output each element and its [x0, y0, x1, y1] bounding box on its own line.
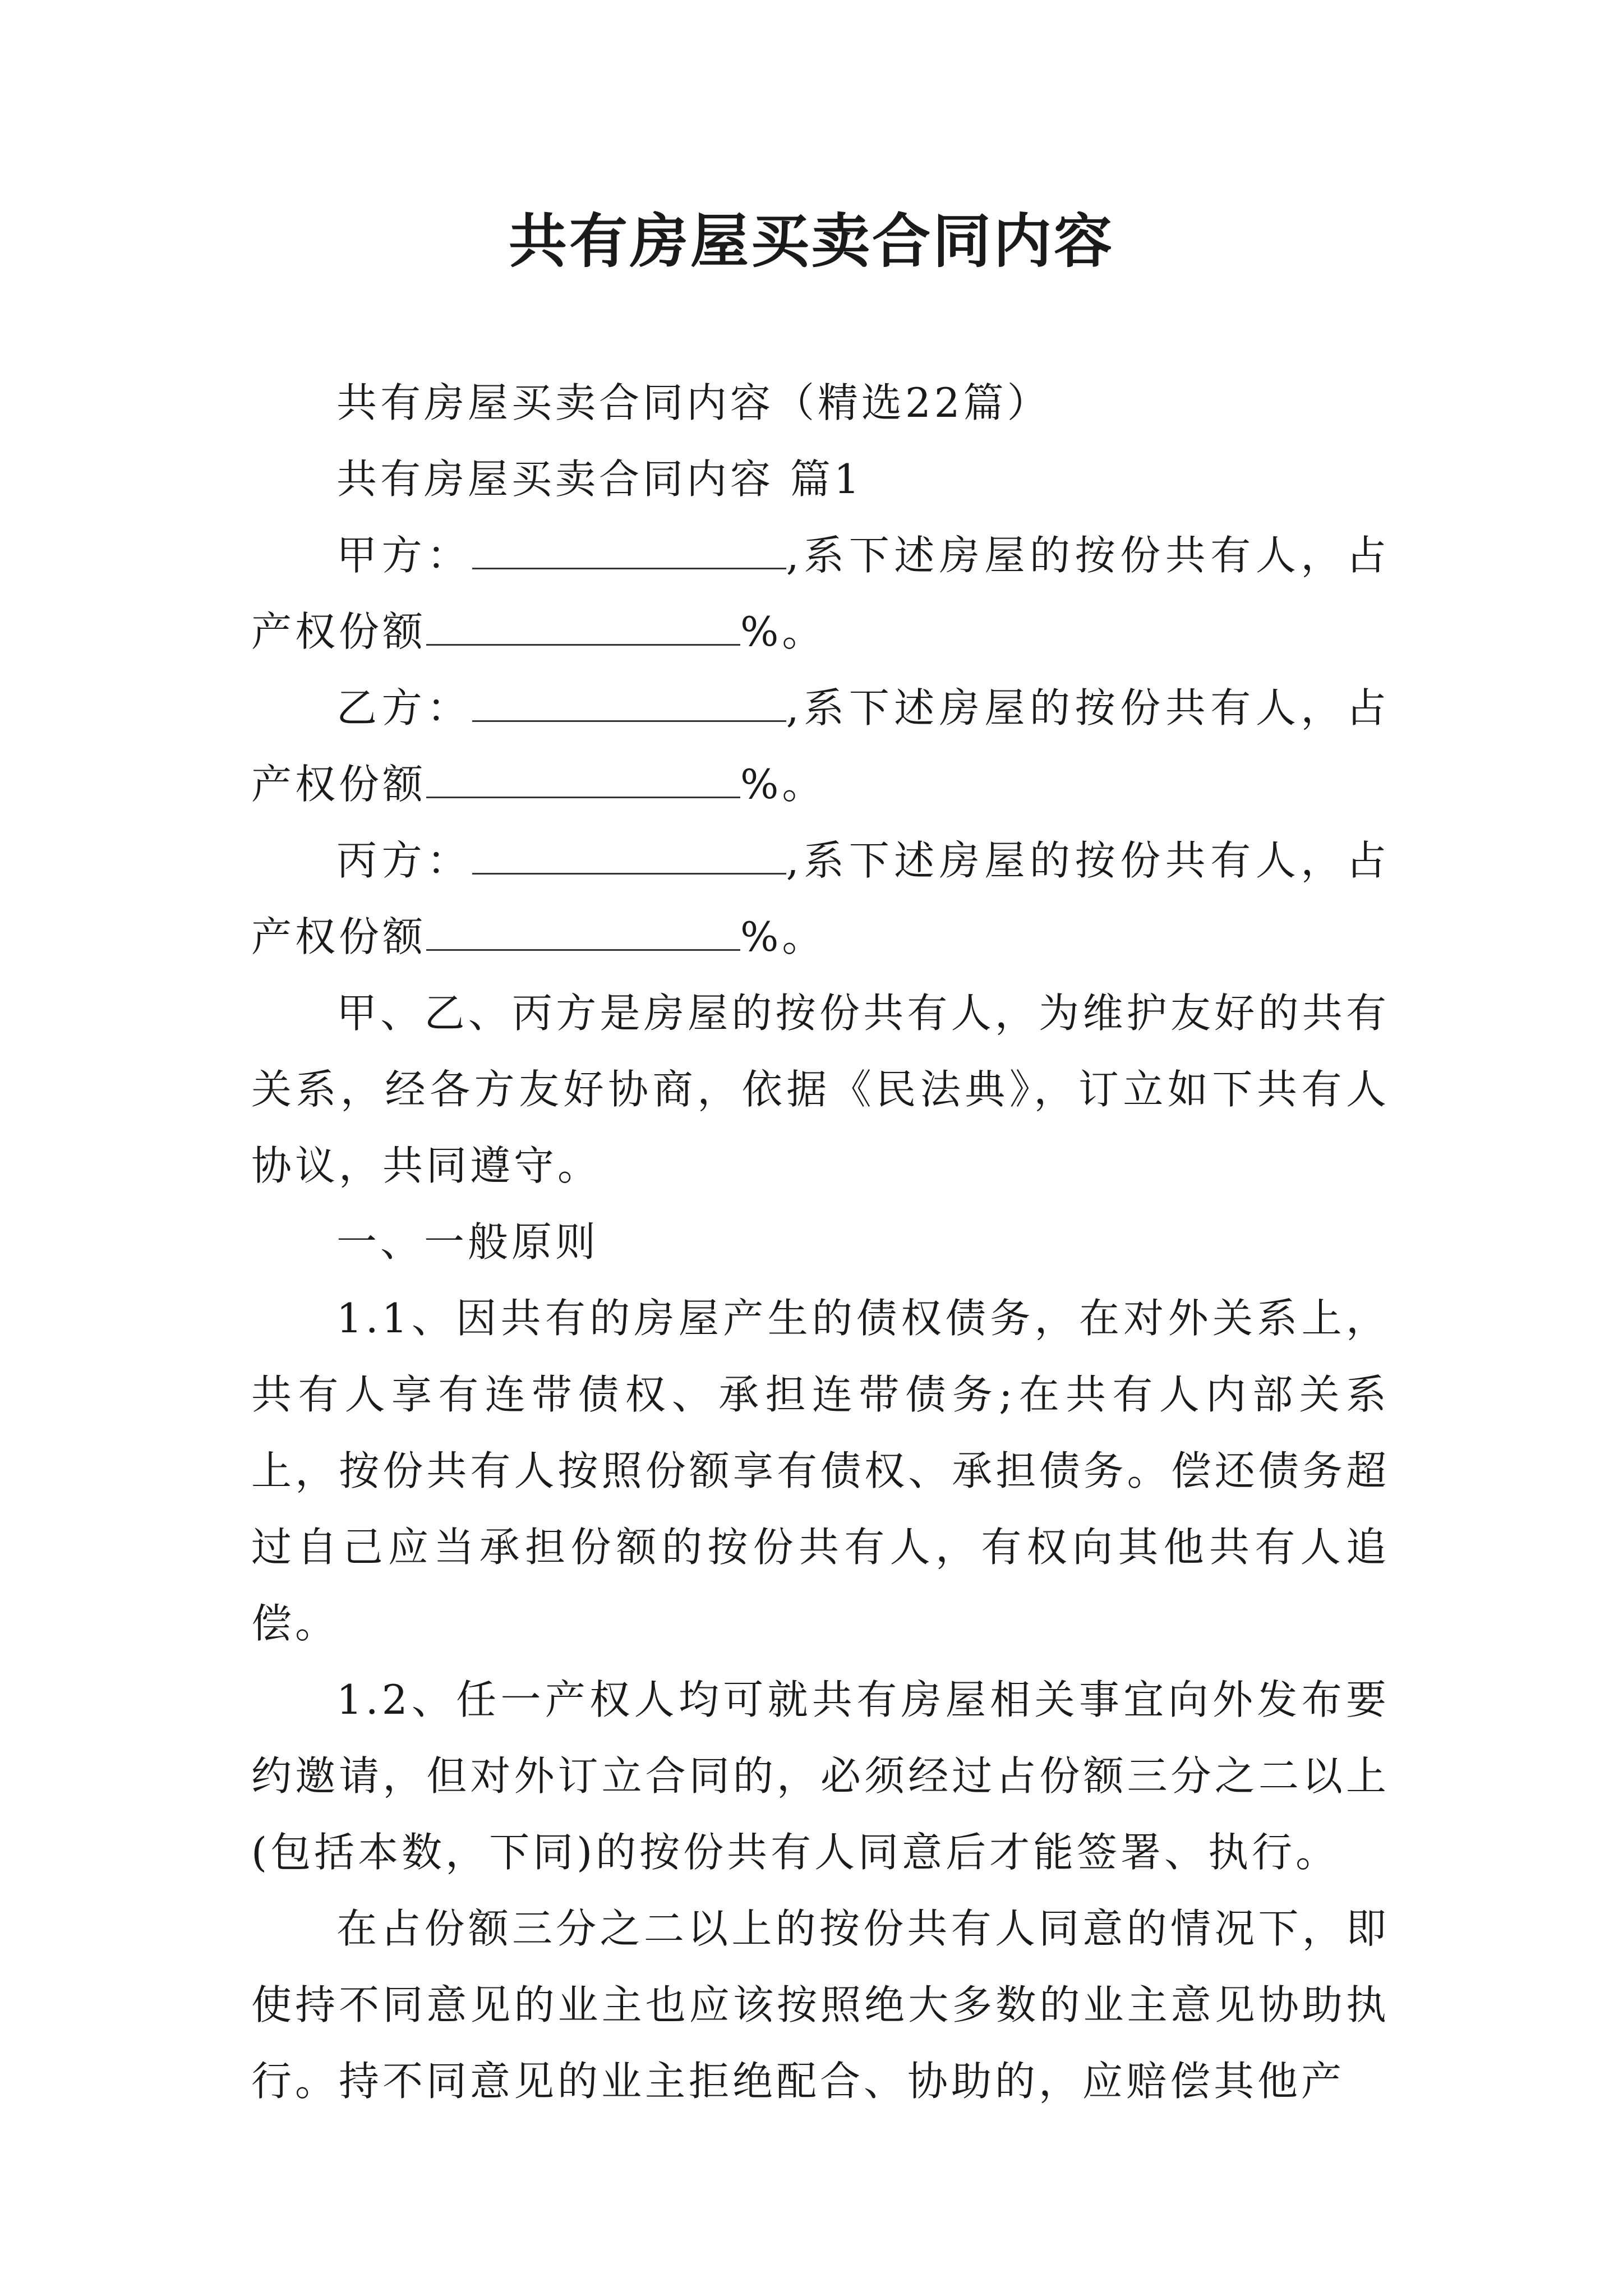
party-yi-end: %。	[740, 761, 826, 808]
party-yi-text: ,系下述房屋的按份共有人，占产权份额	[251, 684, 1390, 808]
party-jia-end: %。	[740, 608, 826, 655]
document-body	[251, 365, 1390, 2119]
party-bing	[251, 822, 1390, 975]
party-yi-share-blank	[426, 762, 740, 798]
paragraph-majority: 在占份额三分之二以上的按份共有人同意的情况下，即使持不同意见的业主也应该按照绝大多数的业主意见协助执行。持不同意见的业主拒绝配合、协助的，应赔偿其他产	[251, 1905, 1390, 2105]
party-bing-label: 丙方：	[336, 837, 472, 884]
party-jia-label: 甲方：	[336, 532, 472, 579]
party-jia	[251, 517, 1390, 670]
party-jia-share-blank	[426, 609, 740, 646]
party-bing-share-blank	[426, 914, 740, 951]
party-jia-name-blank	[472, 533, 786, 569]
section-heading: 共有房屋买卖合同内容 篇1	[336, 455, 863, 503]
party-bing-name-blank	[472, 838, 786, 875]
clause-1-2: 1.2、任一产权人均可就共有房屋相关事宜向外发布要约邀请，但对外订立合同的，必须经过占份额三分之二以上(包括本数，下同)的按份共有人同意后才能签署、执行。	[251, 1676, 1390, 1876]
party-yi-name-blank	[472, 685, 786, 722]
party-yi-label: 乙方：	[336, 684, 472, 731]
intro-paragraph: 甲、乙、丙方是房屋的按份共有人，为维护友好的共有关系，经各方友好协商，依据《民法典》，订立如下共有人协议，共同遵守。	[251, 990, 1390, 1189]
party-bing-end: %。	[740, 913, 826, 960]
document-title: 共有房屋买卖合同内容	[508, 206, 1114, 275]
party-jia-text: ,系下述房屋的按份共有人，占产权份额	[251, 532, 1390, 655]
clause-1-1: 1.1、因共有的房屋产生的债权债务，在对外关系上，共有人享有连带债权、承担连带债务;在共有人内部关系上，按份共有人按照份额享有债权、承担债务。偿还债务超过自己应当承担份额的按份共有人，有权向其他共有人追偿。	[251, 1295, 1390, 1647]
heading-general-principles: 一、一般原则	[336, 1218, 600, 1266]
party-bing-text: ,系下述房屋的按份共有人，占产权份额	[251, 837, 1390, 960]
party-yi	[251, 670, 1390, 822]
subtitle: 共有房屋买卖合同内容（精选22篇）	[336, 379, 1051, 426]
